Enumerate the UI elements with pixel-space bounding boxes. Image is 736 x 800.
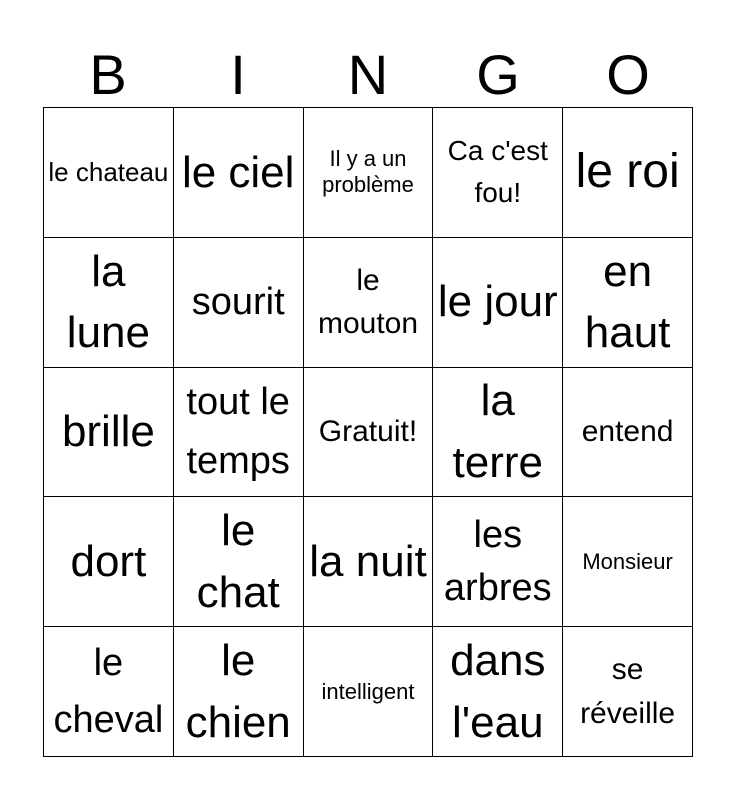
cell-text: Monsieur xyxy=(582,548,673,574)
bingo-board xyxy=(43,107,693,757)
cell-text: la terre xyxy=(452,376,544,487)
bingo-cell-r3-c1[interactable] xyxy=(44,368,174,498)
bingo-cell-r5-c2[interactable] xyxy=(174,627,304,757)
header-letter-i: I xyxy=(230,43,246,106)
bingo-cell-r4-c4[interactable] xyxy=(433,497,563,627)
bingo-cell-r5-c5[interactable] xyxy=(563,627,693,757)
cell-text: Ca c'est fou! xyxy=(447,135,548,209)
bingo-cell-r2-c3[interactable] xyxy=(304,238,434,368)
header-letter-o: O xyxy=(606,43,650,106)
bingo-cell-r1-c2[interactable] xyxy=(174,108,304,238)
bingo-cell-r2-c2[interactable] xyxy=(174,238,304,368)
cell-text: Gratuit! xyxy=(318,415,418,449)
bingo-cell-r3-c5[interactable] xyxy=(563,368,693,498)
cell-text: le jour xyxy=(437,277,558,327)
cell-text: le ciel xyxy=(181,147,295,197)
cell-text: le chateau xyxy=(48,156,169,187)
header-letter-b: B xyxy=(89,43,127,106)
bingo-cell-r3-c4[interactable] xyxy=(433,368,563,498)
bingo-cell-r4-c3[interactable] xyxy=(304,497,434,627)
cell-text: brille xyxy=(61,407,155,457)
cell-text: la lune xyxy=(66,246,150,358)
cell-text: se réveille xyxy=(580,653,676,730)
bingo-cell-r1-c1[interactable] xyxy=(44,108,174,238)
cell-text: Il y a un problème xyxy=(322,146,414,198)
bingo-cell-r4-c5[interactable] xyxy=(563,497,693,627)
bingo-cell-r2-c5[interactable] xyxy=(563,238,693,368)
cell-text: le cheval xyxy=(53,641,164,741)
bingo-cell-r1-c4[interactable] xyxy=(433,108,563,238)
bingo-cell-r2-c1[interactable] xyxy=(44,238,174,368)
bingo-cell-r1-c5[interactable] xyxy=(563,108,693,238)
cell-text: en haut xyxy=(584,246,671,358)
cell-text: les arbres xyxy=(443,513,552,609)
cell-text: dans l'eau xyxy=(450,636,546,747)
header-letter-n: N xyxy=(347,43,389,106)
bingo-header xyxy=(43,44,693,106)
bingo-cell-r3-c2[interactable] xyxy=(174,368,304,498)
cell-text: sourit xyxy=(191,280,285,323)
bingo-cell-r5-c3[interactable] xyxy=(304,627,434,757)
cell-text: intelligent xyxy=(321,678,415,704)
cell-text: le chat xyxy=(196,506,280,617)
cell-text: tout le temps xyxy=(186,381,290,482)
cell-text: le mouton xyxy=(317,263,419,341)
bingo-cell-r3-c3[interactable] xyxy=(304,368,434,498)
cell-text: le roi xyxy=(575,145,680,199)
bingo-cell-r1-c3[interactable] xyxy=(304,108,434,238)
cell-text: la nuit xyxy=(309,536,427,586)
cell-text: dort xyxy=(70,536,147,586)
header-letter-g: G xyxy=(476,43,520,106)
bingo-cell-r5-c1[interactable] xyxy=(44,627,174,757)
bingo-cell-r4-c2[interactable] xyxy=(174,497,304,627)
cell-text: le chien xyxy=(185,636,291,747)
bingo-cell-r4-c1[interactable] xyxy=(44,497,174,627)
bingo-cell-r2-c4[interactable] xyxy=(433,238,563,368)
cell-text: entend xyxy=(581,415,674,449)
bingo-cell-r5-c4[interactable] xyxy=(433,627,563,757)
